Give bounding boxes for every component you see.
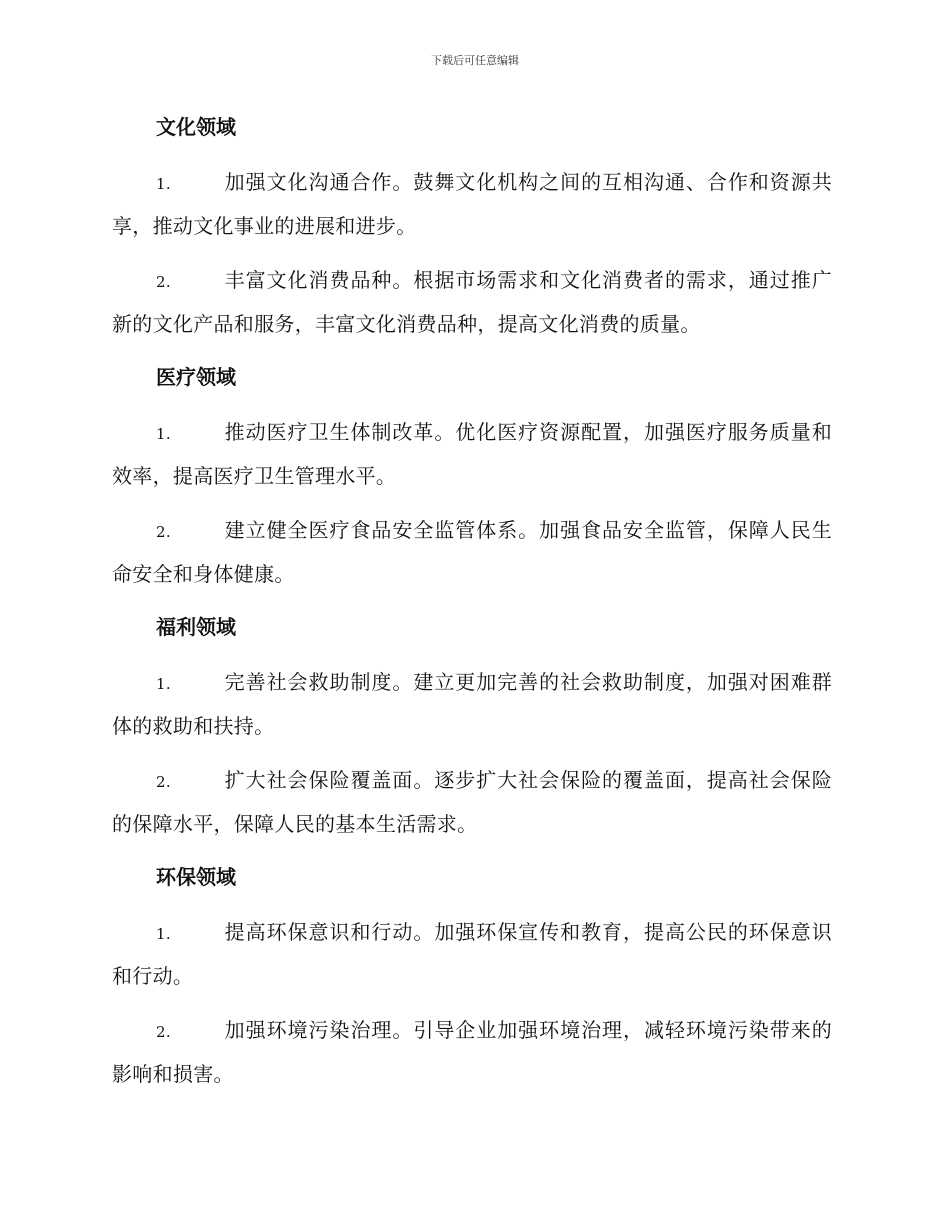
item-number: 2. — [156, 273, 171, 291]
item-number: 1. — [156, 925, 171, 943]
item-text: 完善社会救助制度。建立更加完善的社会救助制度，加强对困难群体的救助和扶持。 — [112, 670, 832, 738]
section-title: 医疗领域 — [156, 365, 236, 389]
document-body — [112, 107, 832, 1107]
item-text: 提高环保意识和行动。加强环保宣传和教育，提高公民的环保意识和行动。 — [112, 920, 832, 988]
item-number: 1. — [156, 425, 171, 443]
item-text: 加强文化沟通合作。鼓舞文化机构之间的互相沟通、合作和资源共享，推动文化事业的进展和进步。 — [112, 170, 832, 238]
list-item — [112, 911, 832, 997]
section-title: 福利领域 — [156, 615, 236, 639]
item-text: 加强环境污染治理。引导企业加强环境治理，减轻环境污染带来的影响和损害。 — [112, 1018, 832, 1086]
list-item — [112, 411, 832, 497]
list-item — [112, 509, 832, 595]
header-note: 下载后可任意编辑 — [431, 54, 519, 67]
item-text: 建立健全医疗食品安全监管体系。加强食品安全监管，保障人民生命安全和身体健康。 — [112, 518, 832, 586]
item-number: 2. — [156, 1023, 171, 1041]
list-item — [112, 1009, 832, 1095]
section-title: 文化领域 — [156, 115, 236, 139]
item-text: 丰富文化消费品种。根据市场需求和文化消费者的需求，通过推广新的文化产品和服务，丰富文化消费品种，提高文化消费的质量。 — [112, 268, 832, 336]
section-title: 环保领域 — [156, 865, 236, 889]
item-text: 扩大社会保险覆盖面。逐步扩大社会保险的覆盖面，提高社会保险的保障水平，保障人民的基本生活需求。 — [112, 768, 832, 836]
item-number: 1. — [156, 175, 171, 193]
list-item — [112, 661, 832, 747]
item-number: 2. — [156, 523, 171, 541]
item-number: 1. — [156, 675, 171, 693]
item-number: 2. — [156, 773, 171, 791]
item-text: 推动医疗卫生体制改革。优化医疗资源配置，加强医疗服务质量和效率，提高医疗卫生管理水平。 — [112, 420, 832, 488]
section-welfare — [112, 607, 832, 845]
section-medical — [112, 357, 832, 595]
section-culture — [112, 107, 832, 345]
list-item — [112, 259, 832, 345]
list-item — [112, 759, 832, 845]
list-item — [112, 161, 832, 247]
section-environment — [112, 857, 832, 1095]
